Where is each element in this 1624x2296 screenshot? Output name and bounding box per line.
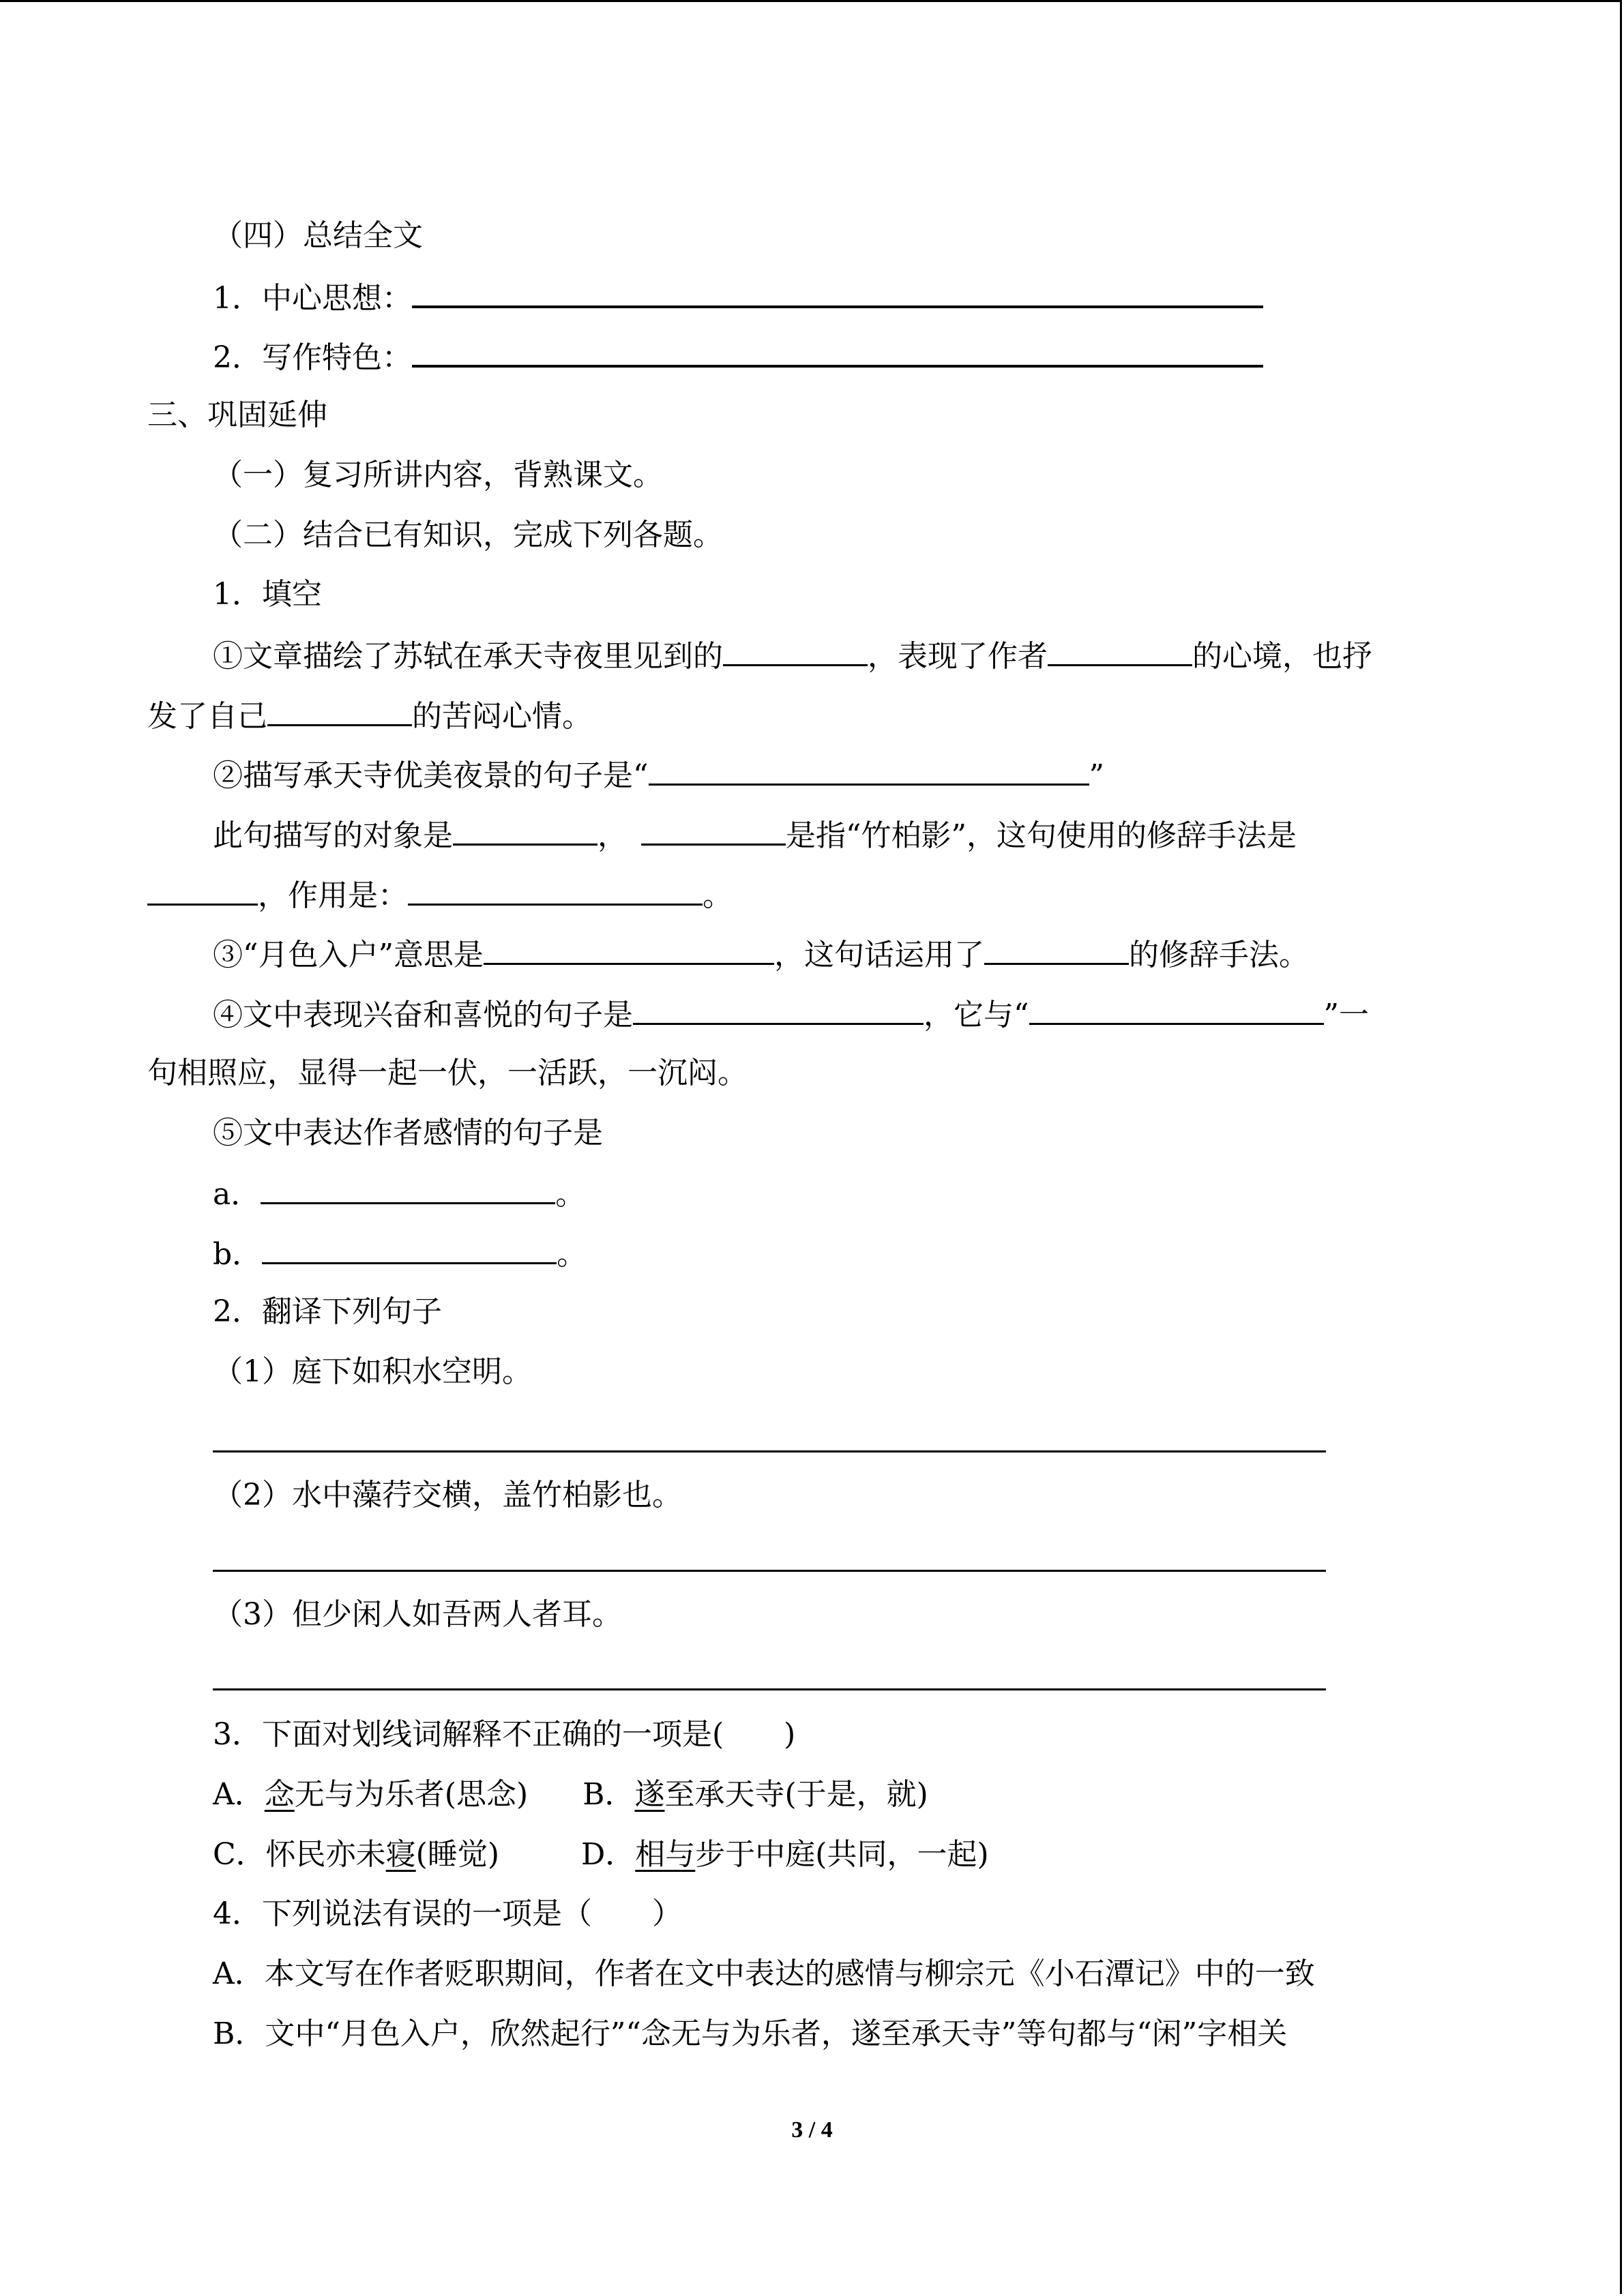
choice-q3-c-text: (睡觉) xyxy=(415,1837,500,1872)
fill-q2-text-c: 此句描写的对象是 xyxy=(213,818,453,853)
fill-q1-text-a: ①文章描绘了苏轼在承天寺夜里见到的 xyxy=(213,639,723,674)
fill-q2-blank-4[interactable] xyxy=(147,874,258,906)
writing-feature-blank[interactable] xyxy=(412,335,1263,368)
fill-q5-b-row xyxy=(213,1232,587,1275)
fill-q1-text-c: 的心境，也抒 xyxy=(1192,639,1372,674)
fill-q5-intro: ⑤文中表达作者感情的句子是 xyxy=(213,1116,603,1150)
choice-q3-c-label: C． xyxy=(213,1837,266,1872)
fill-q2-text-d: ， xyxy=(597,818,628,853)
fill-q2-line1 xyxy=(213,754,1104,796)
fill-q2-line2 xyxy=(213,814,1297,856)
choice-q3-d-underlined: 相与 xyxy=(635,1837,696,1872)
choice-q3-a-label: A． xyxy=(213,1777,265,1812)
choice-q3-row-ab xyxy=(213,1774,928,1815)
fill-q2-blank-2[interactable] xyxy=(453,814,597,846)
fill-q5-a-label: a． xyxy=(213,1177,261,1212)
choice-q3-a-text: 无与为乐者(思念) xyxy=(294,1777,529,1812)
fill-q2-text-b: ” xyxy=(1089,758,1104,793)
fill-q4-blank-1[interactable] xyxy=(633,993,924,1025)
fill-q5-b-period: 。 xyxy=(557,1237,587,1272)
translation-sentence-3: （3）但少闲人如吾两人者耳。 xyxy=(213,1597,622,1632)
translation-answer-line-2[interactable] xyxy=(213,1570,1326,1572)
central-idea-row xyxy=(213,275,1263,319)
central-idea-blank[interactable] xyxy=(412,275,1263,308)
fill-q2-text-a: ②描写承天寺优美夜景的句子是“ xyxy=(213,758,649,793)
fill-q4-blank-2[interactable] xyxy=(1029,993,1324,1025)
fill-q5-b-label: b． xyxy=(213,1237,263,1272)
fill-q4-text-a: ④文中表现兴奋和喜悦的句子是 xyxy=(213,998,633,1032)
fill-q3-text-c: 的修辞手法。 xyxy=(1129,938,1309,972)
fill-q5-a-blank[interactable] xyxy=(261,1172,555,1204)
writing-feature-label: 2．写作特色： xyxy=(213,340,412,375)
fill-q1-line1 xyxy=(213,634,1372,677)
fill-q3-text-b: ，这句话运用了 xyxy=(774,938,984,972)
choice-q3-c-underlined: 寝 xyxy=(385,1837,416,1872)
consolidate-heading: 三、巩固延伸 xyxy=(147,398,327,432)
page-number: 3 / 4 xyxy=(791,2117,833,2143)
fill-q4-text-b: ，它与“ xyxy=(924,998,1029,1032)
fill-q2-blank-3[interactable] xyxy=(641,814,786,846)
writing-feature-row xyxy=(213,335,1263,378)
fill-q1-blank-1[interactable] xyxy=(723,634,868,666)
translation-answer-line-1[interactable] xyxy=(213,1450,1326,1452)
fill-q3-blank-2[interactable] xyxy=(984,933,1129,965)
choice-q4-question: 4．下列说法有误的一项是（ ） xyxy=(213,1896,682,1931)
fill-q3-line xyxy=(213,933,1309,976)
fill-q4-line2: 句相照应，显得一起一伏，一活跃，一沉闷。 xyxy=(147,1056,748,1090)
fill-q3-blank-1[interactable] xyxy=(484,933,774,965)
fill-blank-heading: 1．填空 xyxy=(213,577,322,612)
choice-q3-question: 3．下面对划线词解释不正确的一项是( ) xyxy=(213,1717,796,1752)
choice-q3-b-label: B． xyxy=(582,1777,635,1812)
fill-q2-text-f: ，作用是： xyxy=(258,878,408,913)
choice-q4-option-a: A．本文写在作者贬职期间，作者在文中表达的感情与柳宗元《小石潭记》中的一致 xyxy=(213,1956,1315,1991)
choice-q3-d-text: 步于中庭(共同，一起) xyxy=(695,1837,989,1872)
review-item: （一）复习所讲内容，背熟课文。 xyxy=(213,458,663,492)
choice-q3-b-text: 至承天寺(于是，就) xyxy=(664,1777,928,1812)
translation-heading: 2．翻译下列句子 xyxy=(213,1294,442,1329)
fill-q2-blank-5[interactable] xyxy=(408,874,703,906)
translation-answer-line-3[interactable] xyxy=(213,1688,1326,1690)
choice-q3-a-underlined: 念 xyxy=(264,1777,295,1812)
fill-q4-line1 xyxy=(213,993,1369,1036)
fill-q1-blank-2[interactable] xyxy=(1048,634,1192,666)
fill-q1-line2 xyxy=(147,694,592,737)
summary-heading: （四）总结全文 xyxy=(213,218,423,253)
fill-q5-b-blank[interactable] xyxy=(262,1232,557,1264)
fill-q1-text-d: 发了自己 xyxy=(147,699,267,734)
choice-q3-d-label: D． xyxy=(581,1837,636,1872)
fill-q2-text-g: 。 xyxy=(703,878,733,913)
translation-sentence-2: （2）水中藻荇交横，盖竹柏影也。 xyxy=(213,1478,682,1512)
fill-q2-line3 xyxy=(147,874,733,916)
fill-q4-text-c: ”一 xyxy=(1323,998,1369,1032)
fill-q5-a-row xyxy=(213,1172,585,1215)
fill-q1-blank-3[interactable] xyxy=(267,694,412,726)
exercise-intro: （二）结合已有知识，完成下列各题。 xyxy=(213,518,723,552)
fill-q1-text-b: ，表现了作者 xyxy=(868,639,1048,674)
fill-q3-text-a: ③“月色入户”意思是 xyxy=(213,938,484,972)
choice-q4-option-b: B．文中“月色入户，欣然起行”“念无与为乐者，遂至承天寺”等句都与“闲”字相关 xyxy=(213,2016,1288,2051)
choice-q3-row-cd xyxy=(213,1834,989,1875)
fill-q2-blank-1[interactable] xyxy=(649,754,1089,786)
choice-q3-c-pre: 怀民亦未 xyxy=(265,1837,386,1872)
fill-q5-a-period: 。 xyxy=(555,1177,586,1212)
central-idea-label: 1．中心思想： xyxy=(213,281,412,316)
translation-sentence-1: （1）庭下如积水空明。 xyxy=(213,1354,532,1389)
fill-q2-text-e: 是指“竹柏影”，这句使用的修辞手法是 xyxy=(786,818,1297,853)
choice-q3-b-underlined: 遂 xyxy=(634,1777,665,1812)
fill-q1-text-e: 的苦闷心情。 xyxy=(412,699,592,734)
